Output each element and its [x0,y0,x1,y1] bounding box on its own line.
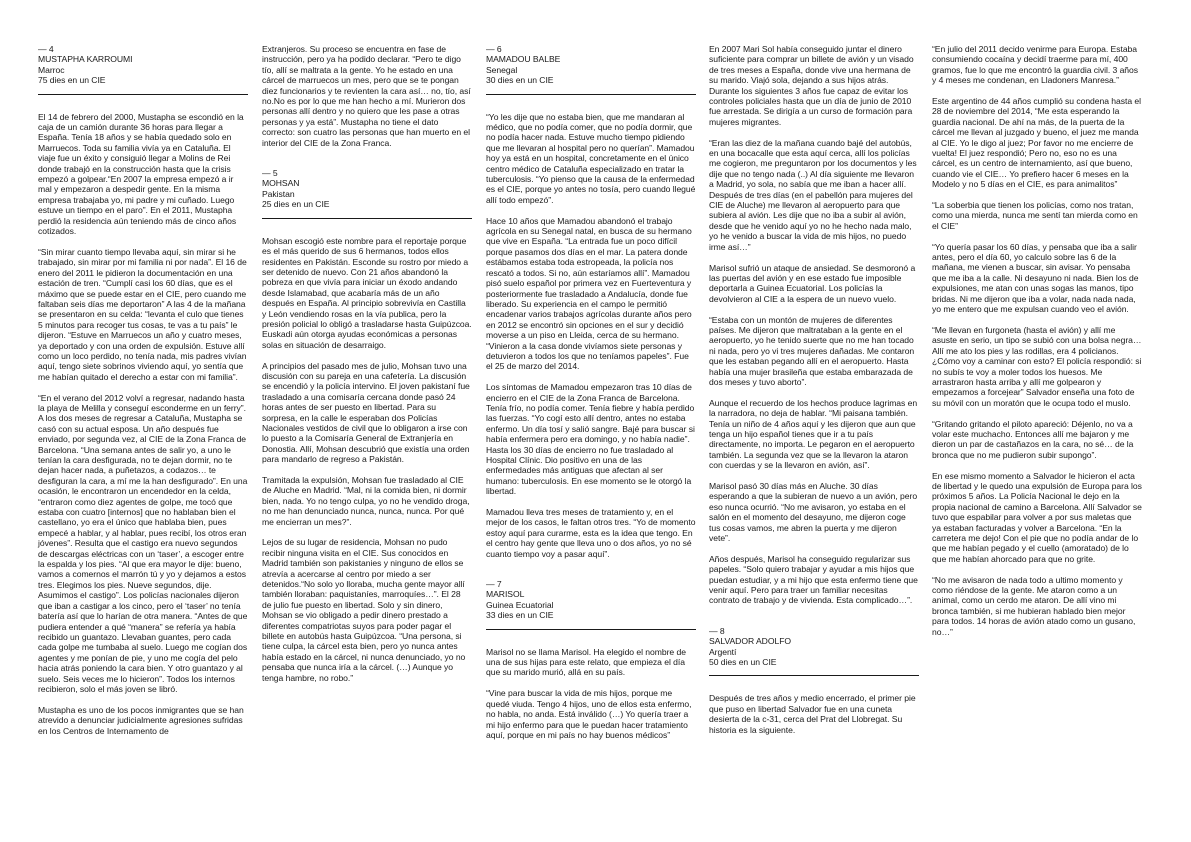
section-divider [486,94,696,95]
paragraph: “Sin mirar cuanto tiempo llevaba aquí, sin mirar si he trabajado, sin mirar por mi familia ni por nada”. El 16 de enero del 2011 le pidieron la documentación en una estación de tren. “Cumplí casi los 60 días, que es el máximo que se puede estar en el CIE, pero cuando me faltaban seis días me deportaron” A las 4 de la mañana se presentaron en su celda: “levanta el culo que tienes 5 minutos para recoger tus cosas, te vas a tu país” le dijeron. “Estuve en Marruecos un año y cuatro meses, ya deportado y con una orden de expulsión. Estuve allí como un loco perdido, no tenía nada, mis padres vivían aquí, tengo siete sobrinos viviendo aquí, yo sentía que me habían quitado el derecho a estar con mi familia”. [38,246,247,382]
paragraph: “La soberbia que tienen los policías, como nos tratan, como una mierda, nunca me sentí tan mierda como en el CIE” [932,200,1138,231]
entry-header-8 [709,626,919,668]
paragraph: En 2007 Mari Sol había conseguido juntar el dinero suficiente para comprar un billete de avión y un visado de tres meses a España, donde vive una hermana de su marido. Viajó sola, dejando a sus hijos atrás. Durante los siguientes 3 años fue capaz de evitar los controles policiales hasta que un día de junio de 2010 fue arrestada. Se dirigía a un curso de formación para mujeres migrantes. [709,44,914,127]
paragraph: “En julio del 2011 decido venirme para Europa. Estaba consumiendo cocaína y decidí traerme para mí, 400 gramos, fue lo que me encontró la guardia civil. 3 años y 4 meses me condenan, en Lladoners Manresa.” [932,44,1139,86]
entry-detail: 30 dies en un CIE [486,75,554,86]
section-divider [709,675,919,676]
entry-name: SALVADOR ADOLFO [709,636,792,647]
paragraph: Mamadou lleva tres meses de tratamiento y, en el mejor de los casos, le faltan otros tres. “Yo de momento estoy aquí para curarme, esta es la idea que tengo. En el centro hay gente que lleva uno o dos años, yo no sé cuanto tiempo voy a pasar aquí”. [486,507,696,559]
entry-origin: Marroc [38,64,65,75]
column-4 [709,44,919,745]
entry-detail: 33 dies en un CIE [486,610,554,621]
paragraph: “Eran las diez de la mañana cuando bajé del autobús, en una bocacalle que esta aquí cerca, allí los policías me cogieron, me preguntaron por los documentos y les dije que no tengo nada (..) Al día siguiente me llevaron a Madrid, yo sola, no sabía que me iban a hacer allí. Después de tres días (en el pabellón para mujeres del CIE de Aluche) me llevaron al aeropuerto para que subiera al avión. Les dije que no iba a subir al avión, desde que he venido aquí yo no he hecho nada malo, yo he venido a buscar la vida de mis hijos, no puedo irme así…” [709,137,917,252]
entry-name: MUSTAPHA KARROUMI [38,54,133,65]
column-3 [486,44,696,751]
section-divider [262,218,472,219]
section-divider [486,629,696,630]
entry-number: — 5 [262,168,278,179]
entry-detail: 75 dies en un CIE [38,75,106,86]
paragraph: Marisol sufrió un ataque de ansiedad. Se desmoronó a las puertas del avión y en ese estado fue imposible deportarla a Guinea Ecuatorial. Los policías la devolvieron al CIE a la espera de un nuevo vuelo. [709,262,916,304]
entry-number: — 6 [486,44,502,54]
paragraph: Tramitada la expulsión, Mohsan fue trasladado al CIE de Aluche en Madrid. “Mal, ni la comida bien, ni dormir bien, nada. Yo no tengo culpa, yo no he vendido droga, no me han denunciado nunca, nunca, nunca. Por qué me encierran un mes?”. [262,475,470,527]
paragraph: Este argentino de 44 años cumplió su condena hasta el 28 de noviembre del 2014, “Me esta esperando la guardia nacional. De ahí na más, de la puerta de la cárcel me llevan al juzgado y bueno, el juez me manda al CIE. Yo le digo al juez; Por favor no me encierre de vuelta! El juez respondió; Pero no, eso no es una cárcel, es un centro de internamiento, así que bueno, cuando vie el CIE… Yo prefiero hacer 6 meses en la Modelo y no 5 días en el CIE, es para animalitos” [932,96,1141,190]
paragraph: “Yo quería pasar los 60 días, y pensaba que iba a salir antes, pero el día 60, yo calculo sobre las 6 de la mañana, me vienen a buscar, sin avisar. Yo pensaba que me iba a la calle. Ni desayuno ni nada. Bien los de expulsiones, me atan con unas sogas las manos, tipo bridas. Ni me dijeron que iba a volar, nada nada nada, yo me entero que me expulsan cuando veo el avión. [932,241,1139,315]
entry-detail: 50 dies en un CIE [709,657,777,668]
paragraph: Hace 10 años que Mamadou abandonó el trabajo agrícola en su Senegal natal, en busca de su hermano que vive en España. “La entrada fue un poco difícil porque pasamos dos días en el mar. La patera donde estábamos estaba toda estropeada, la policía nos rescató a todos. Si no, aún estaríamos allí”. Mamadou pisó suelo español por primera vez en Fuerteventura y posteriormente fue trasladado a Andalucía, donde fue liberado. Su experiencia en el campo le permitió encadenar varios trabajos agrícolas durante años pero en 2012 se encontró sin opciones en el sur y decidió moverse a un piso en Lleida, cerca de su hermano. “Vinieron a la casa donde vivíamos siete personas y detuvieron a todos los que no teníamos papeles”. Fue el 25 de marzo del 2014. [486,215,692,372]
paragraph: “Vine para buscar la vida de mis hijos, porque me quedé viuda. Tengo 4 hijos, uno de ellos esta enfermo, no habla, no anda. Está inválido (…) Yo quería traer a mi hijo enfermo para que le puedan hacer tratamiento aquí, porque en mi país no hay buenos médicos” [486,688,692,740]
paragraph: A principios del pasado mes de julio, Mohsan tuvo una discusión con su pareja en una cafetería. La discusión se encendió y la policía intervino. El joven pakistaní fue trasladado a una comisaría cercana donde pasó 24 horas antes de ser puesto en libertad. Para su sorpresa, en la calle le esperaban dos Policías Nacionales vestidos de civil que lo obligaron a irse con lo puesto a la Comisaría General de Extranjería en Donostia. Allí, Mohsan descubrió que existía una orden para mandarlo de regreso a Pakistán. [262,360,470,465]
paragraph: Mohsan escogió este nombre para el reportaje porque es el más querido de sus 6 hermanos, todos ellos residentes en Pakistán. Esconde su rostro por miedo a ser detenido de nuevo. Con 21 años abandonó la pobreza en que vivía para iniciar un éxodo andando desde Islamabad, que acabaría más de un año después en España. Al principio sobrevivía en Castilla y León vendiendo rosas en la vía publica, pero la presión policial lo obligó a trasladarse hasta Guipúzcoa. Euskadi aún otorga ayudas económicas a personas solas en situación de desarraigo. [262,235,472,350]
entry-origin: Senegal [486,64,518,75]
paragraph: Marisol no se llama Marisol. Ha elegido el nombre de una de sus hijas para este relato, que empieza el día que su marido murió, allá en su país. [486,646,686,678]
column-2 [262,44,472,694]
entry-header-4 [38,44,248,86]
paragraph: Lejos de su lugar de residencia, Mohsan no pudo recibir ninguna visita en el CIE. Sus conocidos en Madrid también son pakistanies y ninguno de ellos se atrevía a acercarse al centro por miedo a ser detenidos.“No solo yo lloraba, mucha gente mayor allí también lloraban: paquistaníes, marroquíes…”. El 28 de julio fue puesto en libertad. Solo y sin dinero, Mohsan se vio obligado a pedir dinero prestado a diferentes compatriotas suyos para poder pagar el billete en autobús hasta Guipúzcoa. “Una persona, si tiene culpa, la cárcel esta bien, pero yo nunca antes había estado en la cárcel, ni nunca denunciado, yo no pensaba que nunca iría a la cárcel. (…) Aunque yo tenga hambre, no robo.” [262,537,466,683]
paragraph: Los síntomas de Mamadou empezaron tras 10 días de encierro en el CIE de la Zona Franca de Barcelona. Tenía frío, no podía comer. Tenía fiebre y había perdido las fuerzas. “Yo cogí esto allí dentro, antes no estaba enfermo. Un día tosí y salió sangre. Bajé para buscar si había enfermera pero era domingo, y no había nadie”. Hasta los 30 días de encierro no fue trasladado al Hospital Clínic. Dio positivo en una de las enfermedades más antiguas que afectan al ser humano: tuberculosis. En ese momento se le otorgó la libertad. [486,382,695,497]
entry-number: — 7 [486,579,502,590]
paragraph: El 14 de febrero del 2000, Mustapha se escondió en la caja de un camión durante 36 horas para llegar a España. Tenía 18 años y se había quedado solo en Marruecos. Toda su familia vivía ya en Cataluña. El viaje fue un éxito y consiguió llegar a Molins de Rei donde trabajó en la construcción hasta que la crisis empezó a golpear.“En 2007 la empresa empezó a ir mal y empezaron a despedir gente. En la misma empresa trabajaba yo, mi padre y mi cuñado. Luego estuve un tiempo en el paro”. En el 2011, Mustapha perdió la residencia aún teniendo más de cinco años cotizados. [38,111,244,237]
paragraph: “Gritando gritando el piloto apareció: Déjenlo, no va a volar este muchacho. Entonces allí me bajaron y me dieron un par de castañazos en la cara, no sé… de la bronca que no me pudieron subir supongo”. [932,418,1134,460]
paragraph: “Yo les dije que no estaba bien, que me mandaran al médico, que no podía comer, que no podía dormir, que no podía hacer nada. Estuve mucho tiempo pidiendo que me llevaran al hospital pero no querían”. Mamadou hoy ya está en un hospital, concretamente en el único centro médico de Cataluña especializado en tratar la tuberculosis. “Yo pienso que la causa de la enfermedad es el CIE, porque yo antes no tosía, pero cuando llegué allí todo empezó”. [486,111,696,205]
paragraph: “Estaba con un montón de mujeres de diferentes países. Me dijeron que maltrataban a la gente en el aeropuerto, yo he tenido suerte que no me han tocado ni nada, pero yo vi tres mujeres dañadas. Me contaron que les estaban pegando allí en el aeropuerto. Hasta había una mujer brasileña que estaba embarazada de dos meses y tuvo aborto”. [709,314,915,387]
entry-origin: Guinea Ecuatorial [486,599,554,610]
paragraph: “En el verano del 2012 volví a regresar, nadando hasta la playa de Melilla y conseguí esconderme en un ferry”. A los dos meses de regresar a Cataluña, Mustapha se casó con su actual esposa. Un año después fue enviado, por segunda vez, al CIE de la Zona Franca de Barcelona. “Una semana antes de salir yo, a uno le tenían la cara desfigurada, no te dejan dormir, no te dejan hacer nada, a puñetazos, a codazos… te desfiguran la cara, a mí me la han desfigurado”. En una ocasión, le encontraron un encendedor en la celda, “entraron como diez agentes de golpe, me tocó que estaba con cuatro [internos] que no hablaban bien el castellano, yo era el único que hablaba bien, pues empecé a hablar, y al hablar, pues recibí, los otros eran jóvenes”. Resulta que el castigo era nuevo segundos de descargas eléctricas con un ‘taser’, a escoger entre la espalda y los pies. “Al que era mayor le dije: bueno, vamos a comernos el marrón tú y yo y dejamos a estos tres. Elegimos los pies. Nueve segundos, dije. Asumimos el castigo”. Los policías nacionales dijeron que iban a castigar a los cinco, pero el ‘taser’ no tenía batería así que lo harían de otra manera. “Antes de que pudiera entender a qué “manera” se refería ya había recibido un guantazo. Llevaban guantes, pero cada cada golpe me tumbaba al suelo. Luego me cogían dos agentes y me ponían de pie, y uno me cogía del pelo hacia atrás poniendo la cara bien. Y otro guantazo y al suelo. Seis veces me lo hicieron”. Todos los internos recibieron, solo el más joven se libró. [38,392,248,694]
section-divider [38,94,248,95]
paragraph: Marisol pasó 30 días más en Aluche. 30 días esperando a que la subieran de nuevo a un avión, pero eso nunca ocurrió. “No me avisaron, yo estaba en el salón en el momento del desayuno, me dijeron coge tus cosas vamos, me abren la puerta y me dijeron vete”. [709,480,918,544]
paragraph: “Me llevan en furgoneta (hasta el avión) y allí me asuste en serio, un tipo se subió con una bolsa negra… Allí me ato los pies y las rodillas, era 4 policianos. ¿Cómo voy a caminar con esto? El policía respondió: si no subís te voy a moler todos los huesos. Me arrastraron hasta arriba y allí me golpearon y empezamos a forcejear” Salvador enseña una foto de su móvil con un moratón que le ocupa todo el muslo. [932,324,1142,408]
entry-header-7 [486,579,696,621]
entry-origin: Argentí [709,646,737,657]
paragraph: Después de tres años y medio encerrado, el primer pie que puso en libertad Salvador fue en una cuneta desierta de la c-31, cerca del Prat del Llobregat. Su historia es la siguiente. [709,693,916,735]
entry-name: MAMADOU BALBE [486,54,561,65]
entry-number: — 4 [38,44,54,54]
paragraph: En ese mismo momento a Salvador le hicieron el acta de libertad y le quedo una expulsión de Europa para los próximos 5 años. La Policía Nacional le dejo en la propia nacional de camino a Barcelona. Allí Salvador se tuvo que espabilar para volver a por sus maletas que ya estaban facturadas y volver a Barcelona. “En la carretera me dejo! Con el pie que no podía andar de lo que me habían pegado y el cuello (amoratado) de lo que me habían ahorcado para que no grite. [932,470,1142,564]
entry-number: — 8 [709,625,725,636]
entry-name: MOHSAN [262,178,300,189]
paragraph: Mustapha es uno de los pocos inmigrantes que se han atrevido a denunciar judicialmente agresiones sufridas en los Centros de Internamento de [38,704,244,736]
entry-detail: 25 dies en un CIE [262,199,330,210]
paragraph: Años después, Marisol ha conseguido regularizar sus papeles. “Solo quiero trabajar y ayudar a mis hijos que puedan estudiar, y a mi hijo que esta enfermo tiene que venir aquí. Pero para traer un familiar necesitas contrato de trabajo y de vivienda. Esta complicado…”. [709,553,918,606]
paragraph: Extranjeros. Su proceso se encuentra en fase de instrucción, pero ya ha podido declarar. “Pero te digo tío, allí se maltrata a la gente. Yo he estado en una cárcel de marruecos un mes, pero que se te pongan diez funcionarios y te revienten la cara así… no, tío, así no.No es por lo que me han hecho a mí. Murieron dos personas allí dentro y no quiero que les pase a otras personas y ya está”. Mustapha no tiene el dato correcto: son cuatro las personas que han muerto en el interior del CIE de la Zona Franca. [262,44,471,148]
column-5 [932,44,1142,647]
entry-header-5 [262,168,472,210]
entry-origin: Pakistan [262,188,295,199]
paragraph: “No me avisaron de nada todo a ultimo momento y como riéndose de la gente. Me ataron como a un animal, como un cerdo me ataron. De allí vino mi bronca también, si me hubieran hablado bien mejor para todos. 14 horas de avión atado como un gusano, no…” [932,574,1136,637]
paragraph: Aunque el recuerdo de los hechos produce lagrimas en la narradora, no deja de hablar. “Mi paisana también. Tenía un niño de 4 años aquí y les dijeron que aun que tenga un hijo español tienes que ir a tu país directamente, no importa. Le pegaron en el aeropuerto también. La segunda vez que se la llevaron la ataron con cuerdas y se la llevaron en avión, así”. [709,397,918,471]
entry-header-6 [486,44,696,86]
column-1 [38,44,248,746]
entry-name: MARISOL [486,589,525,600]
